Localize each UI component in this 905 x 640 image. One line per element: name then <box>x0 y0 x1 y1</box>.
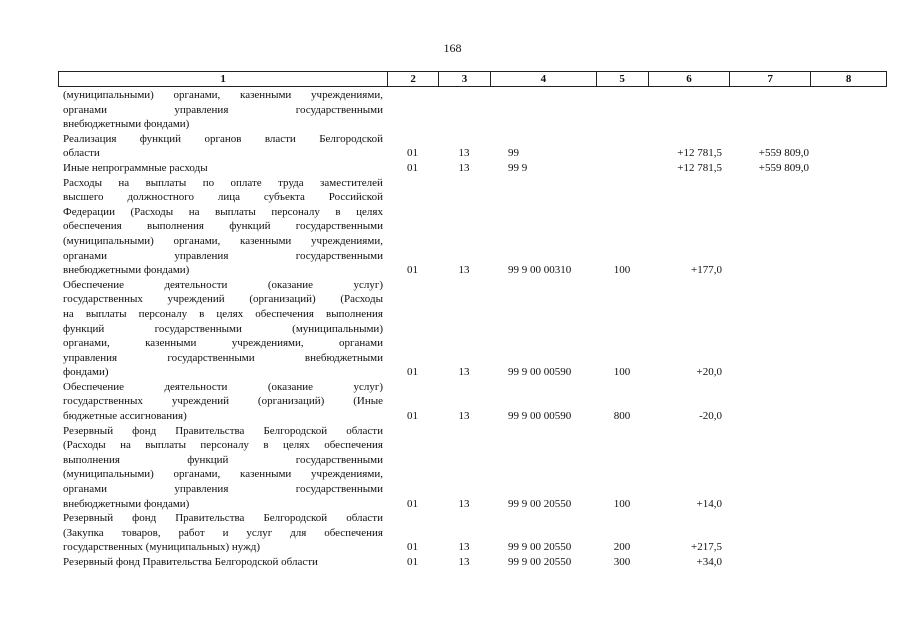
section-code: 01 <box>407 366 418 379</box>
expense-type: 200 <box>613 541 631 554</box>
table-row <box>58 132 887 161</box>
section-code: 01 <box>407 410 418 423</box>
description-line: (Закупка товаров, работ и услуг для обеспечения <box>63 526 383 539</box>
header-col-8: 8 <box>810 72 886 86</box>
expense-type: 100 <box>613 366 631 379</box>
expense-type: 800 <box>613 410 631 423</box>
description-line: выполнения функций государственными <box>63 453 383 466</box>
amount-col-6: +177,0 <box>691 264 722 277</box>
description-line: Иные непрограммные расходы <box>63 161 208 174</box>
description-line: (муниципальными) органами, казенными учреждениями, <box>63 468 383 481</box>
description-line: Федерации (Расходы на выплаты персоналу в целях <box>63 205 383 218</box>
description-line: органами, казенными учреждениями, органами <box>63 337 383 350</box>
section-code: 01 <box>407 556 418 568</box>
amount-col-6: +14,0 <box>696 497 722 510</box>
header-col-1: 1 <box>220 73 226 85</box>
subsection-code: 13 <box>458 556 470 568</box>
table-row <box>58 88 887 132</box>
row-description <box>58 424 387 512</box>
section-code: 01 <box>407 264 418 277</box>
row-description <box>58 278 387 380</box>
target-article: 99 9 <box>508 161 528 174</box>
description-line: Расходы на выплаты по оплате труда заместителей <box>63 176 383 189</box>
section-code: 01 <box>407 541 418 554</box>
header-col-3: 3 <box>438 72 490 86</box>
description-line: области <box>63 147 100 160</box>
description-line: государственных учреждений (организаций) (Расходы <box>63 293 383 306</box>
header-col-2: 2 <box>387 72 438 86</box>
description-line: высшего должностного лица субъекта Российской <box>63 191 383 204</box>
table-body <box>58 88 887 570</box>
row-description <box>58 176 387 278</box>
row-description <box>58 511 387 555</box>
description-line: функций государственными (муниципальными) <box>63 322 383 335</box>
description-line: на выплаты персоналу в целях обеспечения выполнения <box>63 307 383 320</box>
amount-col-6: +217,5 <box>691 541 722 554</box>
description-line: Обеспечение деятельности (оказание услуг) <box>63 278 383 291</box>
table-row <box>58 555 887 570</box>
expense-type: 100 <box>613 264 631 277</box>
subsection-code: 13 <box>458 161 470 174</box>
header-col-6: 6 <box>648 72 730 86</box>
table-row <box>58 511 887 555</box>
description-line: (Расходы на выплаты персоналу в целях обеспечения <box>63 439 383 452</box>
target-article: 99 9 00 20550 <box>508 556 572 568</box>
table-row <box>58 278 887 380</box>
description-line: Реализация функций органов власти Белгородской <box>63 132 383 145</box>
target-article: 99 9 00 20550 <box>508 497 572 510</box>
target-article: 99 <box>508 147 519 160</box>
table-header-row <box>58 71 887 87</box>
subsection-code: 13 <box>458 264 470 277</box>
section-code: 01 <box>407 161 418 174</box>
header-col-4: 4 <box>490 72 596 86</box>
amount-col-7: +559 809,0 <box>758 161 809 174</box>
table-row <box>58 176 887 278</box>
subsection-code: 13 <box>458 541 470 554</box>
budget-table <box>58 71 887 570</box>
row-description <box>58 132 387 161</box>
description-line: органами управления государственными <box>63 249 383 262</box>
subsection-code: 13 <box>458 366 470 379</box>
row-description <box>58 555 387 570</box>
target-article: 99 9 00 00590 <box>508 410 572 423</box>
description-line: бюджетные ассигнования) <box>63 410 187 423</box>
subsection-code: 13 <box>458 410 470 423</box>
description-line: внебюджетными фондами) <box>63 118 190 131</box>
amount-col-6: +20,0 <box>696 366 722 379</box>
description-line: государственных учреждений (организаций) (Иные <box>63 395 383 408</box>
target-article: 99 9 00 20550 <box>508 541 572 554</box>
amount-col-6: +12 781,5 <box>677 161 722 174</box>
description-line: органами управления государственными <box>63 483 383 496</box>
description-line: Резервный фонд Правительства Белгородской области <box>63 512 383 525</box>
section-code: 01 <box>407 147 418 160</box>
table-row <box>58 424 887 512</box>
header-col-5: 5 <box>596 72 648 86</box>
description-line: (муниципальными) органами, казенными учреждениями, <box>63 234 383 247</box>
amount-col-6: +34,0 <box>696 556 722 568</box>
description-line: Резервный фонд Правительства Белгородской области <box>63 556 318 568</box>
description-line: внебюджетными фондами) <box>63 497 190 510</box>
subsection-code: 13 <box>458 147 470 160</box>
description-line: Обеспечение деятельности (оказание услуг) <box>63 380 383 393</box>
amount-col-7: +559 809,0 <box>758 147 809 160</box>
description-line: фондами) <box>63 366 109 379</box>
row-description <box>58 380 387 424</box>
row-description <box>58 161 387 176</box>
section-code: 01 <box>407 497 418 510</box>
amount-col-6: +12 781,5 <box>677 147 722 160</box>
expense-type: 100 <box>613 497 631 510</box>
target-article: 99 9 00 00310 <box>508 264 572 277</box>
subsection-code: 13 <box>458 497 470 510</box>
description-line: управления государственными внебюджетными <box>63 351 383 364</box>
amount-col-6: -20,0 <box>699 410 722 423</box>
description-line: органами управления государственными <box>63 103 383 116</box>
expense-type: 300 <box>613 556 631 568</box>
header-col-7: 7 <box>729 72 810 86</box>
table-row <box>58 380 887 424</box>
description-line: обеспечения выполнения функций государственными <box>63 220 383 233</box>
table-row <box>58 161 887 176</box>
description-line: государственных (муниципальных) нужд) <box>63 541 260 554</box>
description-line: Резервный фонд Правительства Белгородской области <box>63 424 383 437</box>
target-article: 99 9 00 00590 <box>508 366 572 379</box>
page-number: 168 <box>443 41 462 55</box>
row-description <box>58 88 387 132</box>
description-line: внебюджетными фондами) <box>63 264 190 277</box>
description-line: (муниципальными) органами, казенными учреждениями, <box>63 89 383 101</box>
